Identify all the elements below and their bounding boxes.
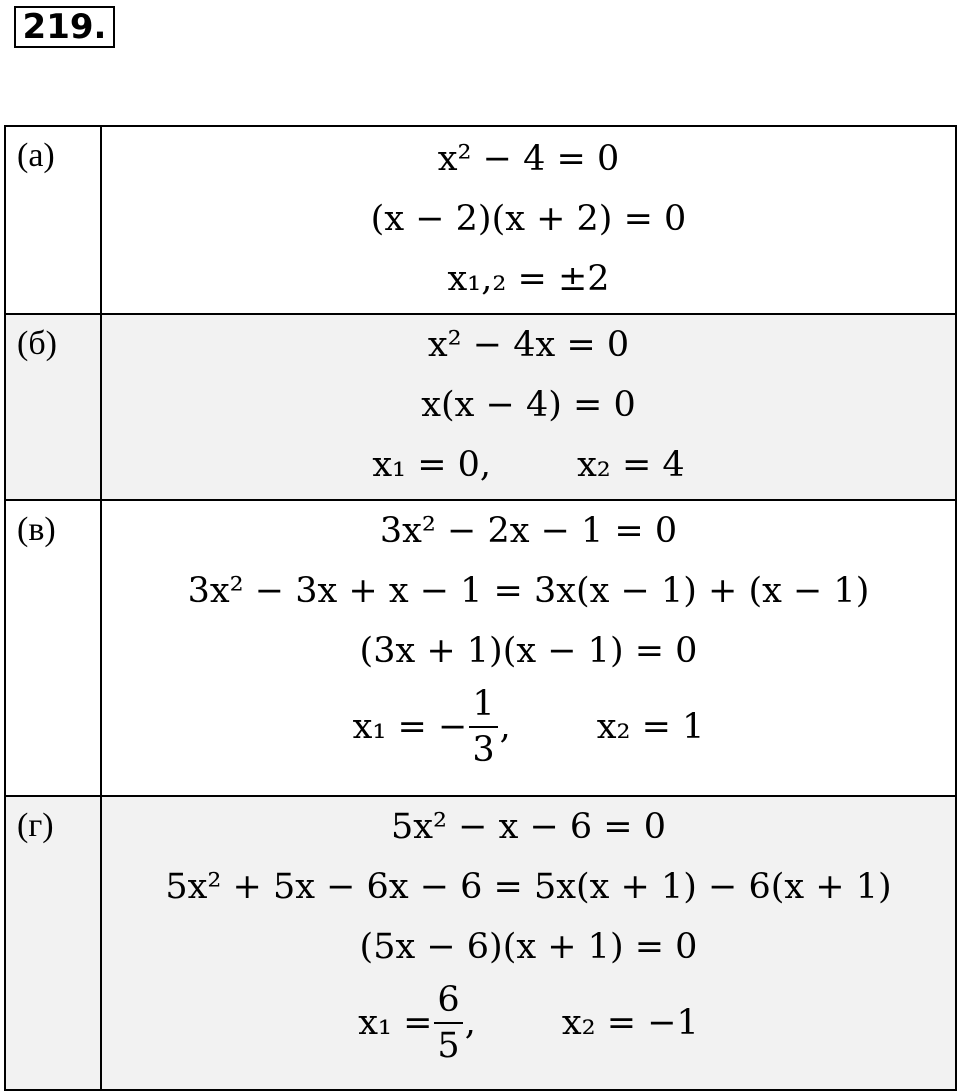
equation-line: 3x² − 3x + x − 1 = 3x(x − 1) + (x − 1) bbox=[187, 571, 870, 611]
work-lines bbox=[102, 501, 955, 773]
root-first-prefix: x₁ = bbox=[358, 1003, 433, 1043]
problem-number: 219. bbox=[14, 6, 115, 48]
fraction-denominator: 3 bbox=[472, 730, 495, 770]
root-first-prefix: x₁ = − bbox=[352, 707, 468, 747]
equation-line: 3x² − 2x − 1 = 0 bbox=[379, 511, 678, 551]
item-label: (а) bbox=[17, 137, 55, 174]
fraction-numerator: 1 bbox=[472, 684, 495, 724]
root-first: x₁ = 0, bbox=[372, 445, 492, 485]
root-first bbox=[358, 980, 476, 1066]
label-cell bbox=[5, 314, 101, 500]
roots-line: x₁,₂ = ±2 bbox=[447, 259, 610, 299]
fraction bbox=[469, 684, 497, 770]
work-lines bbox=[102, 797, 955, 1069]
solution-row-g bbox=[5, 796, 956, 1090]
roots-line bbox=[358, 977, 699, 1069]
root-second: x₂ = 4 bbox=[577, 445, 685, 485]
roots-line bbox=[353, 681, 705, 773]
root-first-suffix: , bbox=[464, 1003, 476, 1043]
item-label: (б) bbox=[17, 325, 57, 362]
equation-line: (x − 2)(x + 2) = 0 bbox=[370, 199, 687, 239]
item-label: (г) bbox=[17, 807, 54, 844]
root-first-suffix: , bbox=[499, 707, 511, 747]
fraction-denominator: 5 bbox=[437, 1026, 460, 1066]
roots-line bbox=[372, 435, 684, 495]
work-cell bbox=[101, 796, 956, 1090]
solution-row-v bbox=[5, 500, 956, 796]
label-cell bbox=[5, 126, 101, 314]
root-first bbox=[353, 684, 511, 770]
work-cell bbox=[101, 500, 956, 796]
fraction bbox=[434, 980, 462, 1066]
root-second: x₂ = −1 bbox=[561, 1003, 699, 1043]
equation-line: (5x − 6)(x + 1) = 0 bbox=[359, 927, 698, 967]
work-lines bbox=[102, 315, 955, 495]
solutions-table bbox=[4, 125, 957, 1091]
label-cell bbox=[5, 796, 101, 1090]
solution-row-b bbox=[5, 314, 956, 500]
equation-line: x(x − 4) = 0 bbox=[421, 385, 636, 425]
equation-line: 5x² − x − 6 = 0 bbox=[390, 807, 667, 847]
fraction-numerator: 6 bbox=[437, 980, 460, 1020]
solution-row-a bbox=[5, 126, 956, 314]
work-lines bbox=[102, 127, 955, 309]
work-cell bbox=[101, 126, 956, 314]
item-label: (в) bbox=[17, 511, 56, 548]
equation-line: x² − 4 = 0 bbox=[437, 139, 620, 179]
root-second: x₂ = 1 bbox=[596, 707, 705, 747]
equation-line: 5x² + 5x − 6x − 6 = 5x(x + 1) − 6(x + 1) bbox=[165, 867, 892, 907]
work-cell bbox=[101, 314, 956, 500]
equation-line: (3x + 1)(x − 1) = 0 bbox=[359, 631, 698, 671]
label-cell bbox=[5, 500, 101, 796]
equation-line: x² − 4x = 0 bbox=[427, 325, 630, 365]
